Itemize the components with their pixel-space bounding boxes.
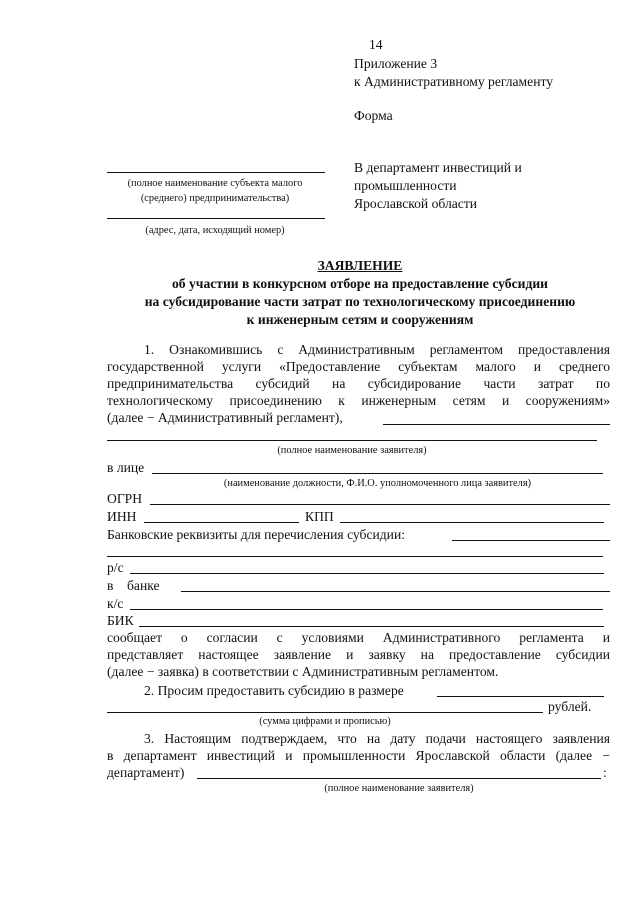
- bank-details-line-1[interactable]: [452, 540, 610, 541]
- applicant-name-line-2[interactable]: [107, 440, 597, 441]
- title-line1: об участии в конкурсном отборе на предоставление субсидии: [171, 276, 549, 291]
- para3-line2: в департамент инвестиций и промышленности Ярославской области (далее −: [107, 748, 610, 763]
- person-caption: (наименование должности, Ф.И.О. уполномоченного лица заявителя): [223, 478, 532, 489]
- kpp-line[interactable]: [340, 522, 604, 523]
- department-applicant-line[interactable]: [197, 778, 601, 779]
- bank-word-label: банке: [127, 578, 160, 593]
- bank-line[interactable]: [181, 591, 610, 592]
- para1-line4: технологическому присоединению к инженерным сетям и сооружениям»: [107, 393, 610, 408]
- bank-details-line-2[interactable]: [107, 556, 603, 557]
- corr-label: к/с: [107, 596, 124, 611]
- bik-line[interactable]: [139, 626, 604, 627]
- attachment-line2: к Административному регламенту: [354, 74, 554, 89]
- recipient-line3: Ярославской области: [354, 196, 478, 211]
- attachment-line1: Приложение 3: [354, 56, 438, 71]
- person-line[interactable]: [152, 473, 603, 474]
- para1-line5: (далее − Административный регламент),: [107, 410, 343, 425]
- bank-in-label: в: [107, 578, 114, 593]
- subsidy-amount-line-1[interactable]: [437, 696, 604, 697]
- rubles-label: рублей.: [548, 699, 592, 714]
- recipient-line1: В департамент инвестиций и: [354, 160, 522, 175]
- person-label: в лице: [107, 460, 145, 475]
- subsidy-amount-caption: (сумма цифрами и прописью): [259, 716, 391, 727]
- department-applicant-caption: (полное наименование заявителя): [324, 783, 474, 794]
- recipient-line2: промышленности: [354, 178, 457, 193]
- bank-details-label: Банковские реквизиты для перечисления субсидии:: [107, 527, 406, 542]
- title-line3: к инженерным сетям и сооружениям: [246, 312, 474, 327]
- sender-name-caption-1: (полное наименование субъекта малого: [127, 178, 303, 189]
- ogrn-label: ОГРН: [107, 491, 143, 506]
- consent-line1: сообщает о согласии с условиями Административного регламента и: [107, 630, 610, 645]
- consent-line2: представляет настоящее заявление и заявку на предоставление субсидии: [107, 647, 610, 662]
- para3-colon: :: [603, 765, 607, 780]
- sender-address-caption: (адрес, дата, исходящий номер): [145, 225, 285, 236]
- ogrn-line[interactable]: [150, 504, 610, 505]
- sender-name-line[interactable]: [107, 172, 325, 173]
- form-label: Форма: [354, 108, 393, 123]
- para3-line3: департамент): [107, 765, 185, 780]
- kpp-label: КПП: [305, 509, 334, 524]
- corr-line[interactable]: [130, 609, 603, 610]
- account-line[interactable]: [130, 573, 604, 574]
- para2-text: 2. Просим предоставить субсидию в размере: [144, 683, 404, 698]
- page-number: 14: [369, 37, 383, 52]
- sender-name-caption-2: (среднего) предпринимательства): [140, 193, 290, 204]
- para3-line1: 3. Настоящим подтверждаем, что на дату подачи настоящего заявления: [144, 731, 610, 746]
- sender-address-line[interactable]: [107, 218, 325, 219]
- title-line2: на субсидирование части затрат по технологическому присоединению: [144, 294, 576, 309]
- inn-label: ИНН: [107, 509, 137, 524]
- para1-line2: государственной услуги «Предоставление субъектам малого и среднего: [107, 359, 610, 374]
- applicant-name-caption: (полное наименование заявителя): [277, 445, 427, 456]
- para1-line3: предпринимательства субсидий на субсидирование части затрат по: [107, 376, 610, 391]
- para1-line1: 1. Ознакомившись с Административным регламентом предоставления: [144, 342, 610, 357]
- applicant-name-line-1[interactable]: [383, 424, 610, 425]
- account-label: р/с: [107, 560, 124, 575]
- document-title: ЗАЯВЛЕНИЕ: [317, 258, 403, 273]
- bik-label: БИК: [107, 613, 134, 628]
- inn-line[interactable]: [144, 522, 299, 523]
- subsidy-amount-line-2[interactable]: [107, 712, 543, 713]
- consent-line3: (далее − заявка) в соответствии с Административным регламентом.: [107, 664, 499, 679]
